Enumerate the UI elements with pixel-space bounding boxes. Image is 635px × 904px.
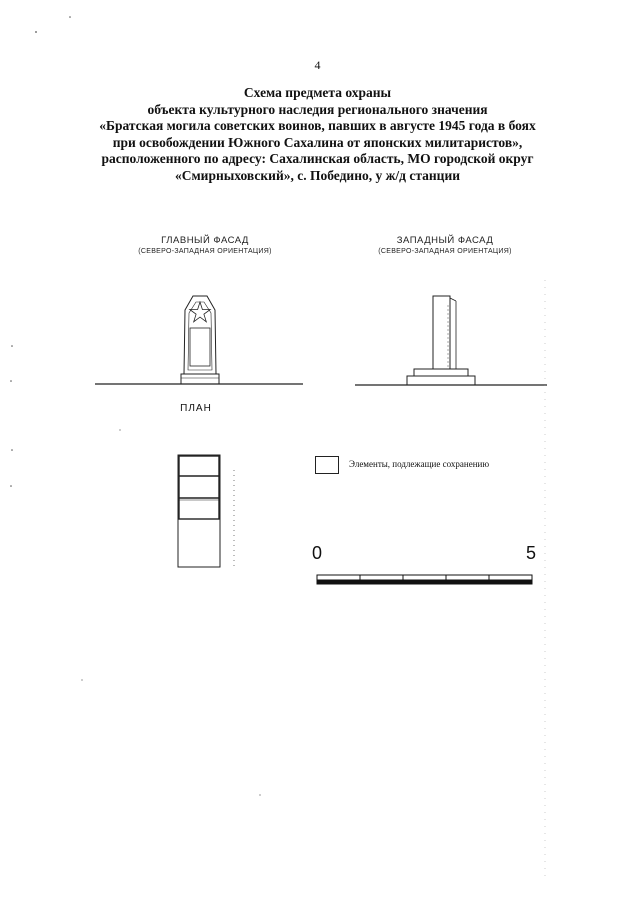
plan-label: ПЛАН xyxy=(180,403,212,414)
star-icon xyxy=(190,302,211,322)
plan-outline xyxy=(178,455,220,567)
front-facade-drawing xyxy=(95,296,303,384)
scale-end-label: 5 xyxy=(526,543,537,563)
obelisk-inner-outline xyxy=(188,302,212,370)
plan-protected-element xyxy=(179,456,219,519)
plan-drawing xyxy=(178,455,234,570)
west-base-step xyxy=(407,376,475,385)
west-base-upper xyxy=(414,369,468,376)
west-facade-title: ЗАПАДНЫЙ ФАСАД xyxy=(396,235,494,246)
scale-bar-fill xyxy=(317,580,532,584)
front-facade-title: ГЛАВНЫЙ ФАСАД xyxy=(161,235,249,246)
legend-text: Элементы, подлежащие сохранению xyxy=(349,459,490,469)
front-facade-subtitle: (СЕВЕРО-ЗАПАДНАЯ ОРИЕНТАЦИЯ) xyxy=(138,248,272,255)
legend-swatch xyxy=(315,456,339,474)
title-line: расположенного по адресу: Сахалинская область, МО городской округ xyxy=(101,151,534,166)
title-line: «Братская могила советских воинов, павших в августе 1945 года в боях xyxy=(99,118,536,133)
monument-base xyxy=(181,374,219,384)
scale-start-label: 0 xyxy=(312,543,323,563)
scan-artifacts xyxy=(10,16,545,880)
west-facade-drawing xyxy=(355,296,547,385)
memorial-plaque xyxy=(190,328,210,366)
title-line: Схема предмета охраны xyxy=(243,85,392,100)
west-obelisk xyxy=(433,296,450,369)
west-facade-subtitle: (СЕВЕРО-ЗАПАДНАЯ ОРИЕНТАЦИЯ) xyxy=(378,248,512,255)
title-line: при освобождении Южного Сахалина от японских милитаристов», xyxy=(112,134,523,150)
west-obelisk-edge xyxy=(450,298,456,301)
title-line: «Смирныховский», с. Победино, у ж/д станции xyxy=(174,167,461,183)
page-number: 4 xyxy=(314,58,321,72)
title-line: объекта культурного наследия регионального значения xyxy=(147,101,488,117)
scale-bar xyxy=(317,575,532,584)
